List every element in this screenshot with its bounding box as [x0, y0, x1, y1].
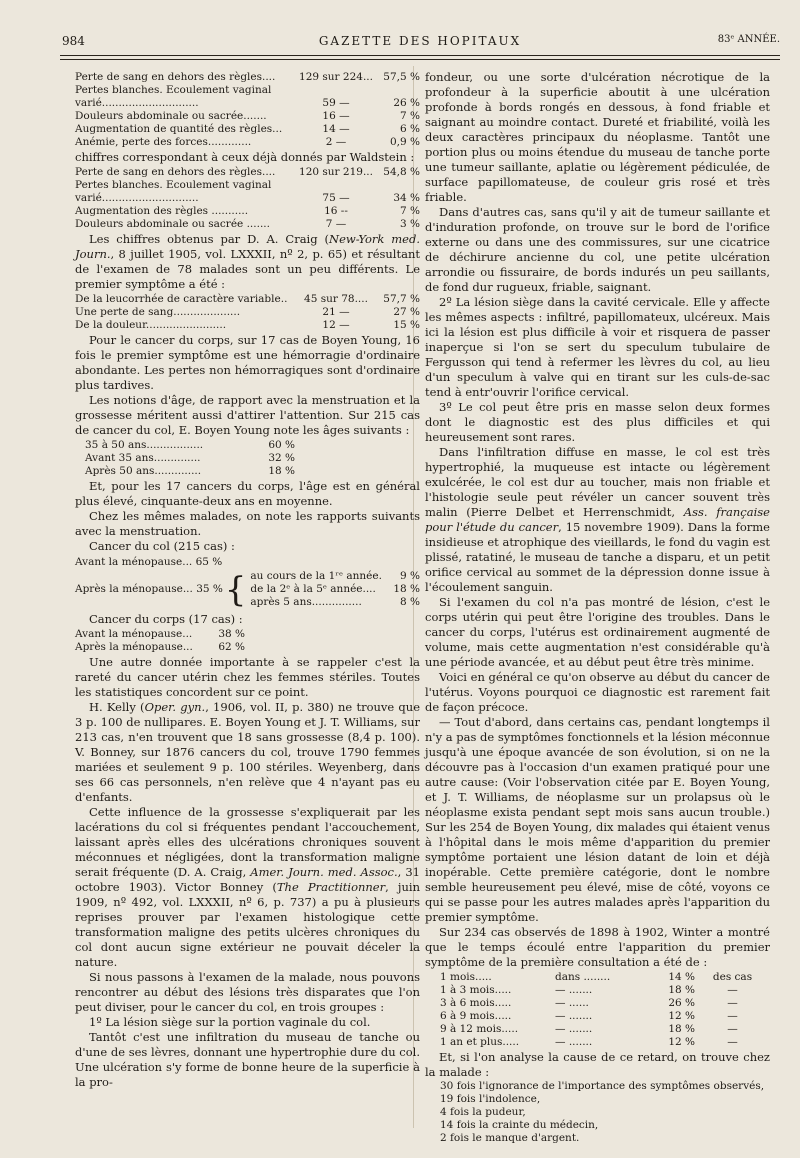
paragraph: Et, pour les 17 cancers du corps, l'âge est en général plus élevé, cinquante-deux ans en moyenne. — [75, 479, 420, 508]
table-cell: 18 % — [393, 583, 420, 595]
paragraph: Pour le cancer du corps, sur 17 cas de Boyen Young, 16 fois le premier symptôme est une hémorragie d'ordinaire abondante. Les pertes non hémorragiques sont d'ordinaire plus tardives. — [75, 333, 420, 392]
table-cell: varié............................. — [75, 192, 199, 204]
paragraph: 1º La lésion siège sur la portion vaginale du col. — [89, 1015, 371, 1029]
table-cell: 129 sur 224... — [299, 71, 373, 83]
table-cell: au cours de la 1ʳᵉ année. — [250, 570, 382, 582]
table-cell: 1 mois..... — [440, 971, 492, 983]
table-row — [85, 452, 295, 465]
table-cell: — — [727, 1010, 738, 1022]
table-cell — [297, 84, 375, 97]
table-row — [440, 971, 770, 984]
table-cell: 3 à 6 mois..... — [440, 997, 512, 1009]
table-cell: dans ........ — [555, 971, 611, 983]
symptom-table-1 — [75, 71, 420, 149]
list-item: 4 fois la pudeur, — [440, 1106, 526, 1118]
table-row — [75, 97, 420, 110]
paragraph: Cette influence de la grossesse s'expliquerait par les lacérations du col si fréquentes pendant l'accouchement, laissant après elles des ulcérations chroniques souvent méconnues et négligées, dont la transformation maligne serait fréquente (D. A. Craig, Amer. Journ. med. Assoc., 31 octobre 1903). Victor Bonney (The Practitionner, juin 1909, nº 492, vol. LXXXII, nº 6, p. 737) a pu à plusieurs reprises prouver par l'examen histologique cette transformation maligne des petits ulcères chroniques du col dont aucun signe extérieur ne pouvait déceler la nature. — [75, 805, 420, 969]
table-cell: 1 à 3 mois..... — [440, 984, 512, 996]
symptom-table-2 — [75, 166, 420, 231]
table-cell: De la douleur........................ — [75, 319, 227, 331]
table-row — [75, 166, 420, 179]
table-cell: 26 % — [668, 997, 695, 1009]
table-cell: 18 % — [268, 465, 295, 477]
table-cell: 12 % — [668, 1036, 695, 1048]
paragraph: Les chiffres obtenus par D. A. Craig (New-York med. Journ., 8 juillet 1905, vol. LXXXII, nº 2, p. 65) et résultant de l'examen de 78 malades sont un peu différents. Le premier symptôme a été : — [75, 232, 420, 291]
table-cell: 45 sur 78.... — [304, 293, 368, 305]
table-cell: 34 % — [393, 192, 420, 204]
paragraph: Dans l'infiltration diffuse en masse, le col est très hypertrophié, la muqueuse est intacte ou légèrement exulcérée, le col est dur au toucher, mais non friable et l'histologie seule peut révéler un cancer souvent très malin (Pierre Delbet et Herrenschmidt, Ass. française pour l'étude du cancer, 15 novembre 1909). Dans la forme insidieuse et atrophique des vieillards, le fond du vagin est plissé, ratatiné, le museau de tanche a disparu, et un petit orifice cervical au sommet de la dépression donne issue à l'écoulement sanguin. — [425, 445, 770, 594]
table-cell: 38 % — [218, 628, 245, 640]
journal-title: GAZETTE DES HOPITAUX — [318, 34, 522, 48]
table-cell: — — [727, 1023, 738, 1035]
table-cell: 54,8 % — [383, 166, 420, 178]
table-cell: 6 à 9 mois..... — [440, 1010, 512, 1022]
table-cell: 7 % — [400, 110, 420, 122]
table-row — [75, 110, 420, 123]
table-cell: 9 à 12 mois..... — [440, 1023, 519, 1035]
table-cell — [375, 179, 420, 192]
running-header — [60, 34, 780, 54]
list-item: 2 fois le manque d'argent. — [440, 1132, 580, 1144]
table-cell: — — [727, 997, 738, 1009]
table-row — [75, 179, 420, 192]
table-cell: 7 % — [400, 205, 420, 217]
table-cell: — ...... — [555, 997, 589, 1009]
table-cell: 7 — — [325, 218, 347, 230]
table-cell: — ....... — [555, 1036, 593, 1048]
table-cell: Une perte de sang.................... — [75, 306, 241, 318]
paragraph: Voici en général ce qu'on observe au début du cancer de l'utérus. Voyons pourquoi ce diagnostic est rarement fait de façon précoce. — [425, 670, 770, 714]
table-row — [75, 628, 245, 641]
table-cell: 120 sur 219... — [299, 166, 373, 178]
table-row — [75, 306, 420, 319]
table-row — [75, 84, 420, 97]
table-cell: — ....... — [555, 1010, 593, 1022]
table-cell: Augmentation des règles ........... — [75, 205, 249, 217]
table-cell: 59 — — [322, 97, 350, 109]
table-row — [440, 997, 770, 1010]
age-table — [85, 439, 295, 478]
list-item: 19 fois l'indolence, — [440, 1093, 541, 1105]
table-cell: 60 % — [268, 439, 295, 451]
table-cell: — — [727, 984, 738, 996]
table-cell: Avant 35 ans.............. — [85, 452, 201, 464]
table-cell: 12 — — [322, 319, 350, 331]
table-row — [440, 1036, 770, 1049]
left-column — [75, 70, 420, 1090]
table-cell: 62 % — [218, 641, 245, 653]
table-cell: Perte de sang en dehors des règles.... — [75, 71, 276, 83]
menopause-table: Avant la ménopause... 65 % Après la ménopause... 35 % { au cours de la 1ʳᵉ année. 9 % de la 2ᵉ à la 5ᵉ année.... 18 % après 5 ans............... 8 % — [75, 556, 420, 610]
table-cell: 3 % — [400, 218, 420, 230]
table-cell — [297, 179, 375, 192]
cause-list — [440, 1080, 770, 1145]
table-cell: 57,5 % — [383, 71, 420, 83]
header-rule — [60, 55, 780, 56]
table-cell: 18 % — [668, 984, 695, 996]
table-cell: 1 an et plus..... — [440, 1036, 520, 1048]
table-cell: 14 — — [322, 123, 350, 135]
table-cell: 6 % — [400, 123, 420, 135]
table-cell: De la leucorrhée de caractère variable.. — [75, 293, 288, 305]
table-cell: 27 % — [393, 306, 420, 318]
table-cell: — ....... — [555, 984, 593, 996]
table-cell: Douleurs abdominale ou sacrée ....... — [75, 218, 270, 230]
table-row — [440, 1023, 770, 1036]
table-row — [75, 641, 245, 654]
table-cell: Pertes blanches. Ecoulement vaginal — [75, 84, 272, 96]
table-row — [440, 984, 770, 997]
table-cell: 18 % — [668, 1023, 695, 1035]
table-row — [75, 293, 420, 306]
symptom-table-3 — [75, 293, 420, 332]
table-row — [85, 465, 295, 478]
table-cell: 12 % — [668, 1010, 695, 1022]
table-cell: 75 — — [322, 192, 350, 204]
paragraph: Si nous passons à l'examen de la malade, nous pouvons rencontrer au début des lésions très disparates que l'on peut diviser, pour le cancer du col, en trois groupes : — [75, 970, 420, 1014]
table-cell: Perte de sang en dehors des règles.... — [75, 166, 276, 178]
table-cell: Douleurs abdominale ou sacrée....... — [75, 110, 267, 122]
paragraph: Et, si l'on analyse la cause de ce retard, on trouve chez la malade : — [425, 1050, 770, 1079]
table-cell: 26 % — [393, 97, 420, 109]
table-cell: Avant la ménopause... — [75, 628, 193, 640]
table-cell: 21 — — [322, 306, 350, 318]
table-cell: 16 -- — [324, 205, 348, 217]
table-cell: 2 — — [325, 136, 347, 148]
year-label: 83ᵉ ANNÉE. — [717, 34, 780, 45]
table-cell: — ....... — [555, 1023, 593, 1035]
table-row — [250, 570, 420, 583]
table-cell — [375, 84, 420, 97]
table-row — [75, 123, 420, 136]
paragraph: Tantôt c'est une infiltration du museau de tanche ou d'une de ses lèvres, donnant une hypertrophie dure du col. Une ulcération s'y forme de bonne heure de la superficie à la pro- — [75, 1030, 420, 1089]
table-cell: 35 à 50 ans................. — [85, 439, 204, 451]
table-row — [440, 1010, 770, 1023]
table-cell: de la 2ᵉ à la 5ᵉ année.... — [250, 583, 376, 595]
paragraph: Une autre donnée importante à se rappeler c'est la rareté du cancer utérin chez les femmes stériles. Toutes les statistiques concordent sur ce point. — [75, 655, 420, 699]
table-row — [75, 205, 420, 218]
paragraph: H. Kelly (Oper. gyn., 1906, vol. II, p. 380) ne trouve que 3 p. 100 de nullipares. E. Boyen Young et J. T. Williams, sur 213 cas, n'en trouvent que 18 sans grossesse (8,4 p. 100). V. Bonney, sur 1876 cancers du col, trouve 1790 femmes mariées et seulement 9 p. 100 stériles. Weyenberg, dans ses 66 cas personnels, n'en relève que 4 n'ayant pas eu d'enfants. — [75, 700, 420, 804]
table-row — [250, 583, 420, 596]
corpus-table — [75, 628, 245, 654]
table-cell: 16 — — [322, 110, 350, 122]
paragraph: Les notions d'âge, de rapport avec la menstruation et la grossesse méritent aussi d'attirer l'attention. Sur 215 cas de cancer du col, E. Boyen Young note les âges suivants : — [75, 393, 420, 437]
paragraph: Dans d'autres cas, sans qu'il y ait de tumeur saillante et d'induration profonde, on trouve sur le bord de l'orifice externe ou dans une des commissures, sur une cicatrice de déchirure ancienne du col, une petite ulcération arrondie ou fissuraire, de bords indurés un peu saillants, de fond dur rugueux, friable, saignant. — [425, 205, 770, 294]
table-cell: 14 % — [668, 971, 695, 983]
table-cell: 15 % — [393, 319, 420, 331]
table-row — [250, 596, 420, 609]
table-cell: des cas — [712, 971, 753, 983]
table-cell: — — [727, 1036, 738, 1048]
paragraph: 2º La lésion siège dans la cavité cervicale. Elle y affecte les mêmes aspects : infiltré, papillomateux, ulcéreux. Mais ici la lésion est plus difficile à voir et risquera de passer inaperçue si l'on se sert du speculum tubulaire de Fergusson qui tend à refermer les lèvres du col, au lieu d'un speculum à valve qui en tirant sur les culs-de-sac tend à entr'ouvrir l'orifice cervical. — [425, 295, 770, 399]
paragraph: chiffres correspondant à ceux déjà donnés par Waldstein : — [75, 150, 415, 164]
paragraph: fondeur, ou une sorte d'ulcération nécrotique de la profondeur à la superficie aboutit à une ulcération profonde à bords rongés en dessous, à fond friable et saignant au moindre contact. Dureté et friabilité, voilà les deux caractères principaux du néoplasme. Tantôt une portion plus ou moins étendue du museau de tanche porte une tumeur saillante, aplatie ou légèrement pédiculée, de surface papillomateuse, de couleur gris rosé et très friable. — [425, 70, 770, 204]
table-cell: varié............................. — [75, 97, 199, 109]
table-cell: Anémie, perte des forces............. — [75, 136, 252, 148]
page-number: 984 — [62, 34, 85, 48]
header-rule-2 — [60, 59, 780, 60]
list-item: 14 fois la crainte du médecin, — [440, 1119, 599, 1131]
table-cell: Augmentation de quantité des règles... — [75, 123, 283, 135]
right-column — [425, 70, 770, 1145]
paragraph: Chez les mêmes malades, on note les rapports suivants avec la menstruation. — [75, 509, 420, 538]
table-row — [75, 218, 420, 231]
paragraph: Si l'examen du col n'a pas montré de lésion, c'est le corps utérin qui peut être l'origine des troubles. Dans le cancer du corps, l'utérus est ordinairement augmenté de volume, mais cette augmentation n'est considérable qu'à une période avancée, et au début peut être très minime. — [425, 595, 770, 669]
paragraph: Cancer du col (215 cas) : — [89, 539, 235, 553]
table-row — [85, 439, 295, 452]
table-cell: 57,7 % — [383, 293, 420, 305]
paragraph: Cancer du corps (17 cas) : — [89, 612, 243, 626]
table-cell: Pertes blanches. Ecoulement vaginal — [75, 179, 272, 191]
table-row — [75, 319, 420, 332]
list-item: 30 fois l'ignorance de l'importance des symptômes observés, — [440, 1080, 765, 1092]
table-cell: 32 % — [268, 452, 295, 464]
paragraph: — Tout d'abord, dans certains cas, pendant longtemps il n'y a pas de symptômes fonctionnels et la lésion méconnue jusqu'à une époque avancée de son évolution, si on ne la découvre pas à l'occasion d'un examen pratiqué pour une autre cause: (Voir l'observation citée par E. Boyen Young, et J. T. Williams, de néoplasme sur un prolapsus où le néoplasme exista pendant sept mois sans aucun trouble.) Sur les 254 de Boyen Young, dix malades qui étaient venus à l'hôpital dans le mois même d'apparition du premier symptôme portaient une lésion datant de loin et déjà inopérable. Cette première catégorie, dont le nombre semble heureusement peu élevé, mise de côté, voyons ce qui se passe pour les autres malades après l'apparition du premier symptôme. — [425, 715, 770, 924]
table-cell: 9 % — [400, 570, 420, 582]
table-cell: Après 50 ans.............. — [85, 465, 202, 477]
delay-table — [440, 971, 770, 1049]
table-cell: Après la ménopause... — [75, 641, 193, 653]
table-row — [75, 192, 420, 205]
paragraph: 3º Le col peut être pris en masse selon deux formes dont le diagnostic est des plus difficiles et qui heureusement sont rares. — [425, 400, 770, 444]
table-cell: 0,9 % — [389, 136, 420, 148]
paragraph: Sur 234 cas observés de 1898 à 1902, Winter a montré que le temps écoulé entre l'apparition du premier symptôme de la première consultation a été de : — [425, 925, 770, 969]
table-row — [75, 71, 420, 84]
table-cell: 8 % — [400, 596, 420, 608]
table-row — [75, 136, 420, 149]
table-cell: après 5 ans............... — [250, 596, 362, 608]
